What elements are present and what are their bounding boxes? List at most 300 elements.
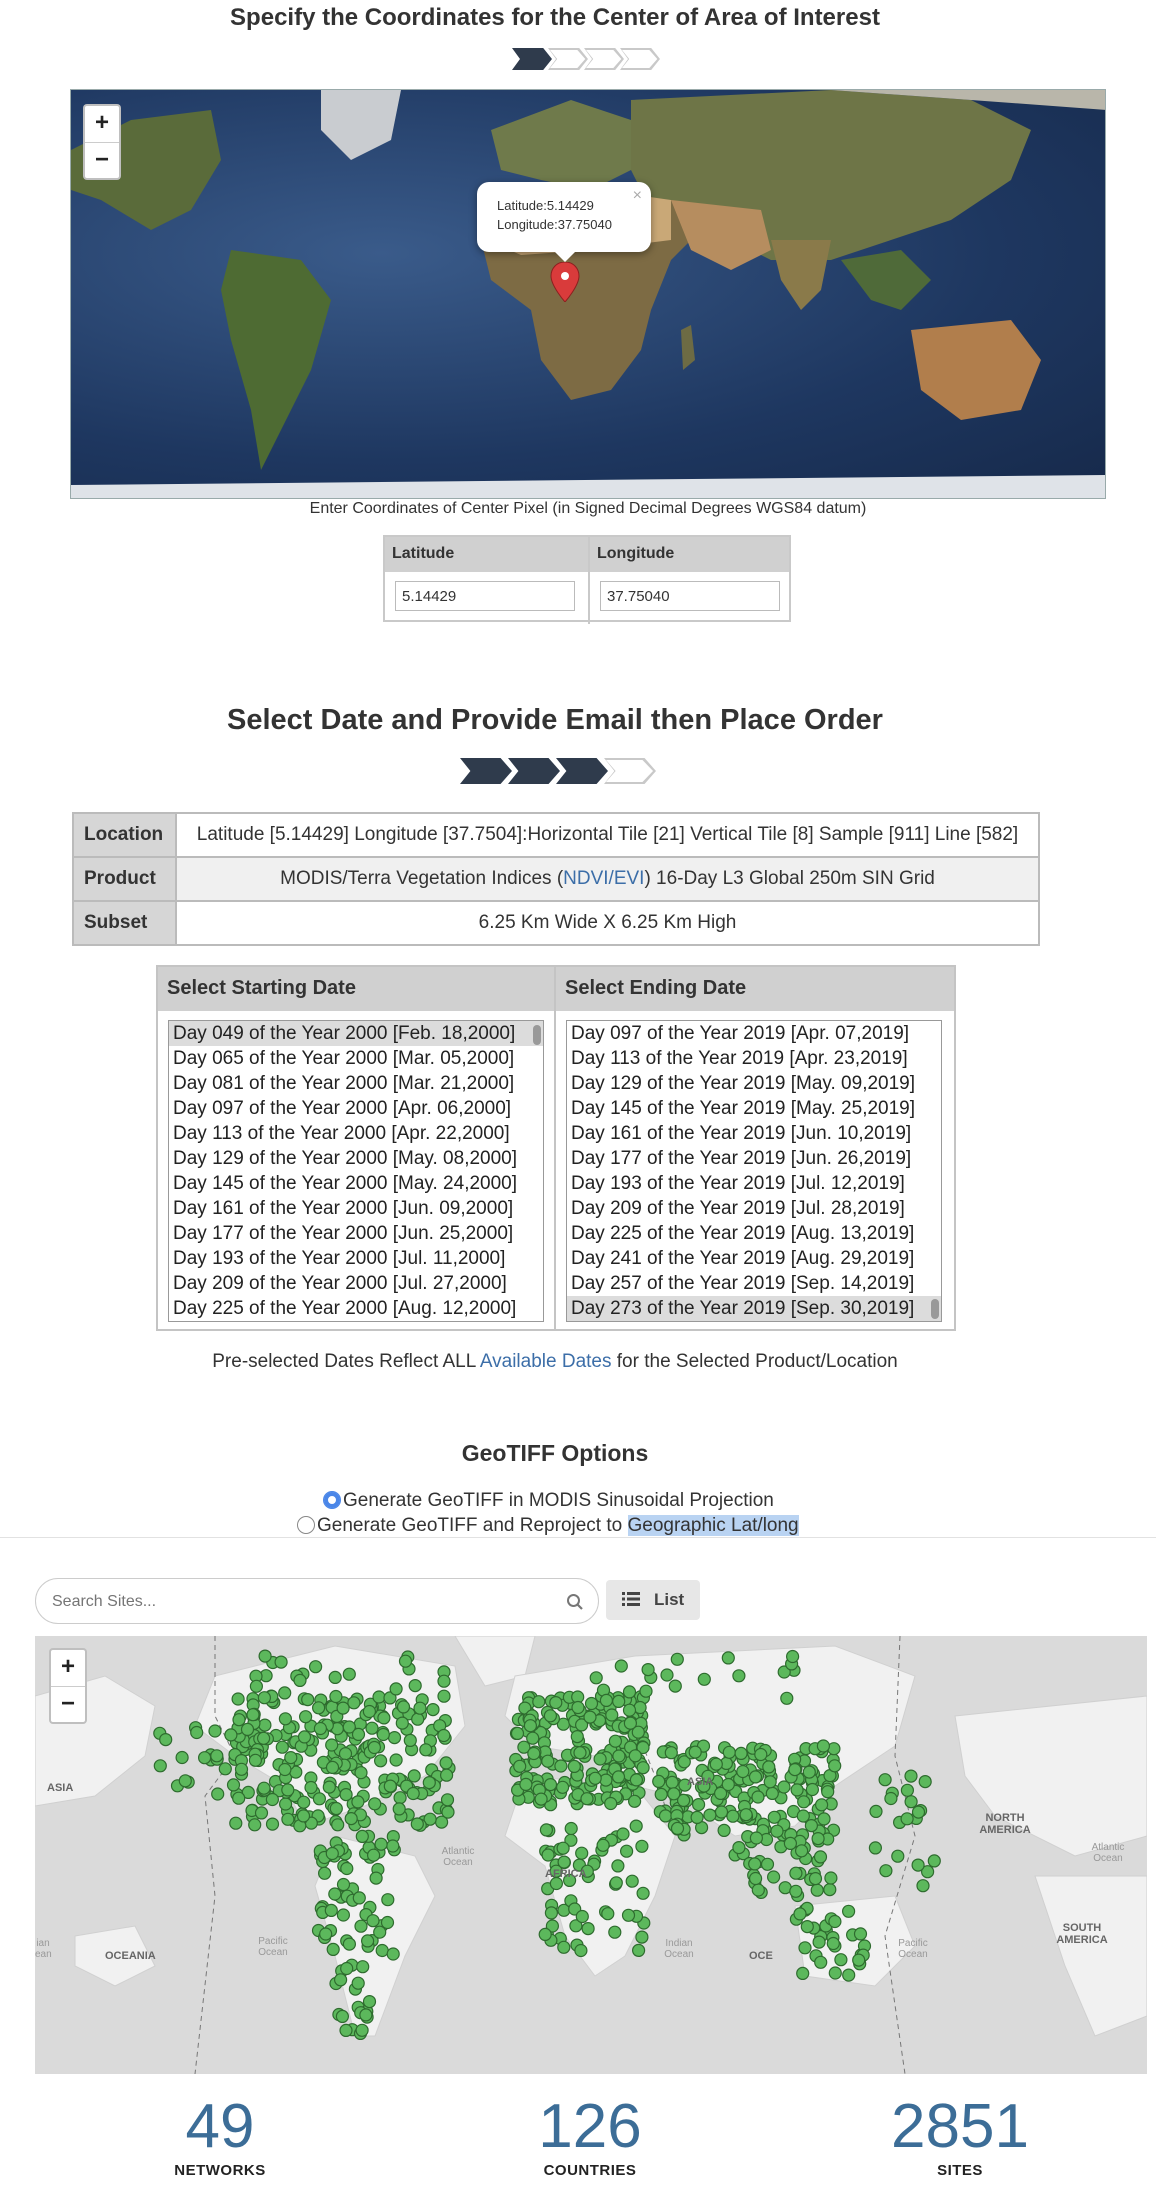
site-marker[interactable] xyxy=(892,1850,904,1862)
site-marker[interactable] xyxy=(912,1859,924,1871)
site-marker[interactable] xyxy=(928,1855,940,1867)
site-marker[interactable] xyxy=(280,1798,292,1810)
site-marker[interactable] xyxy=(411,1818,423,1830)
site-marker[interactable] xyxy=(279,1764,291,1776)
site-marker[interactable] xyxy=(320,1928,332,1940)
site-marker[interactable] xyxy=(275,1656,287,1668)
site-marker[interactable] xyxy=(803,1766,815,1778)
site-marker[interactable] xyxy=(606,1709,618,1721)
site-marker[interactable] xyxy=(279,1687,291,1699)
site-marker[interactable] xyxy=(763,1761,775,1773)
site-marker[interactable] xyxy=(259,1650,271,1662)
site-marker[interactable] xyxy=(325,1904,337,1916)
site-marker[interactable] xyxy=(212,1788,224,1800)
site-marker[interactable] xyxy=(310,1661,322,1673)
site-marker[interactable] xyxy=(829,1760,841,1772)
site-marker[interactable] xyxy=(740,1809,752,1821)
site-marker[interactable] xyxy=(917,1880,929,1892)
start-date-list[interactable] xyxy=(168,1020,544,1322)
site-marker[interactable] xyxy=(230,1817,242,1829)
site-marker[interactable] xyxy=(640,1685,652,1697)
list-view-button[interactable]: List xyxy=(606,1580,700,1620)
site-marker[interactable] xyxy=(389,1732,401,1744)
site-marker[interactable] xyxy=(438,1690,450,1702)
site-marker[interactable] xyxy=(661,1669,673,1681)
site-marker[interactable] xyxy=(813,1936,825,1948)
site-marker[interactable] xyxy=(327,1943,339,1955)
sites-zoom-in-button[interactable]: + xyxy=(60,1653,75,1680)
site-marker[interactable] xyxy=(790,1885,802,1897)
site-marker[interactable] xyxy=(824,1884,836,1896)
site-marker[interactable] xyxy=(660,1810,672,1822)
site-marker[interactable] xyxy=(735,1747,747,1759)
date-option[interactable]: Day 049 of the Year 2000 [Feb. 18,2000] xyxy=(169,1021,543,1046)
site-marker[interactable] xyxy=(843,1969,855,1981)
sites-map[interactable] xyxy=(35,1636,1147,2074)
site-marker[interactable] xyxy=(624,1717,636,1729)
zoom-out-button[interactable]: − xyxy=(85,142,119,178)
site-marker[interactable] xyxy=(613,1750,625,1762)
site-marker[interactable] xyxy=(613,1771,625,1783)
site-marker[interactable] xyxy=(366,1722,378,1734)
date-option[interactable]: Day 209 of the Year 2000 [Jul. 27,2000] xyxy=(173,1273,507,1294)
site-marker[interactable] xyxy=(335,1974,347,1986)
site-marker[interactable] xyxy=(574,1747,586,1759)
site-marker[interactable] xyxy=(294,1674,306,1686)
site-marker[interactable] xyxy=(300,1711,312,1723)
site-marker[interactable] xyxy=(768,1871,780,1883)
site-marker[interactable] xyxy=(176,1752,188,1764)
search-sites-input[interactable] xyxy=(52,1587,552,1617)
site-marker[interactable] xyxy=(219,1763,231,1775)
site-marker[interactable] xyxy=(609,1926,621,1938)
site-marker[interactable] xyxy=(621,1845,633,1857)
site-marker[interactable] xyxy=(160,1734,172,1746)
site-marker[interactable] xyxy=(790,1867,802,1879)
start-list-scrollbar[interactable] xyxy=(533,1025,541,1045)
site-marker[interactable] xyxy=(396,1717,408,1729)
site-marker[interactable] xyxy=(414,1702,426,1714)
date-option[interactable]: Day 129 of the Year 2019 [May. 09,2019] xyxy=(571,1073,916,1094)
site-marker[interactable] xyxy=(228,1779,240,1791)
latitude-input[interactable] xyxy=(395,581,575,611)
site-marker[interactable] xyxy=(653,1775,665,1787)
site-marker[interactable] xyxy=(276,1741,288,1753)
site-marker[interactable] xyxy=(827,1938,839,1950)
site-marker[interactable] xyxy=(733,1842,745,1854)
site-marker[interactable] xyxy=(337,1702,349,1714)
site-marker[interactable] xyxy=(818,1813,830,1825)
site-marker[interactable] xyxy=(348,1697,360,1709)
site-marker[interactable] xyxy=(817,1740,829,1752)
date-option[interactable]: Day 081 of the Year 2000 [Mar. 21,2000] xyxy=(173,1073,515,1094)
satellite-map[interactable] xyxy=(70,89,1106,499)
site-marker[interactable] xyxy=(393,1803,405,1815)
site-marker[interactable] xyxy=(343,1668,355,1680)
site-marker[interactable] xyxy=(609,1735,621,1747)
geotiff-option-sinusoidal[interactable]: Generate GeoTIFF in MODIS Sinusoidal Projection xyxy=(323,1490,774,1512)
site-marker[interactable] xyxy=(355,1920,367,1932)
site-marker[interactable] xyxy=(718,1824,730,1836)
zoom-in-button[interactable]: + xyxy=(94,109,109,136)
site-marker[interactable] xyxy=(630,1820,642,1832)
site-marker[interactable] xyxy=(442,1794,454,1806)
site-marker[interactable] xyxy=(791,1784,803,1796)
site-marker[interactable] xyxy=(901,1784,913,1796)
site-marker[interactable] xyxy=(879,1774,891,1786)
site-marker[interactable] xyxy=(375,1755,387,1767)
longitude-input[interactable] xyxy=(600,581,780,611)
site-marker[interactable] xyxy=(527,1732,539,1744)
date-option[interactable]: Day 193 of the Year 2019 [Jul. 12,2019] xyxy=(571,1173,905,1194)
end-date-list[interactable] xyxy=(566,1020,942,1322)
search-icon[interactable] xyxy=(566,1593,584,1611)
site-marker[interactable] xyxy=(375,1838,387,1850)
site-marker[interactable] xyxy=(382,1894,394,1906)
site-marker[interactable] xyxy=(314,1723,326,1735)
site-marker[interactable] xyxy=(733,1670,745,1682)
site-marker[interactable] xyxy=(671,1653,683,1665)
site-marker[interactable] xyxy=(571,1731,583,1743)
site-marker[interactable] xyxy=(629,1795,641,1807)
available-dates-link[interactable]: Available Dates xyxy=(479,1351,612,1372)
site-marker[interactable] xyxy=(338,1879,350,1891)
site-marker[interactable] xyxy=(637,1762,649,1774)
site-marker[interactable] xyxy=(555,1760,567,1772)
site-marker[interactable] xyxy=(236,1763,248,1775)
site-marker[interactable] xyxy=(766,1787,778,1799)
site-marker[interactable] xyxy=(337,1909,349,1921)
site-marker[interactable] xyxy=(374,1926,386,1938)
site-marker[interactable] xyxy=(356,2024,368,2036)
site-marker[interactable] xyxy=(666,1776,678,1788)
date-option[interactable]: Day 177 of the Year 2019 [Jun. 26,2019] xyxy=(571,1148,912,1169)
site-marker[interactable] xyxy=(691,1811,703,1823)
site-marker[interactable] xyxy=(689,1746,701,1758)
site-marker[interactable] xyxy=(362,1935,374,1947)
site-marker[interactable] xyxy=(258,1692,270,1704)
site-marker[interactable] xyxy=(576,1911,588,1923)
date-option[interactable]: Day 209 of the Year 2019 [Jul. 28,2019] xyxy=(571,1198,905,1219)
site-marker[interactable] xyxy=(613,1695,625,1707)
site-marker[interactable] xyxy=(327,1761,339,1773)
site-marker[interactable] xyxy=(722,1652,734,1664)
site-marker[interactable] xyxy=(752,1791,764,1803)
site-marker[interactable] xyxy=(438,1730,450,1742)
site-marker[interactable] xyxy=(232,1693,244,1705)
site-marker[interactable] xyxy=(298,1796,310,1808)
site-marker[interactable] xyxy=(329,1671,341,1683)
site-marker[interactable] xyxy=(655,1788,667,1800)
site-marker[interactable] xyxy=(617,1828,629,1840)
site-marker[interactable] xyxy=(723,1746,735,1758)
site-marker[interactable] xyxy=(345,1813,357,1825)
site-marker[interactable] xyxy=(789,1764,801,1776)
site-marker[interactable] xyxy=(520,1778,532,1790)
site-marker[interactable] xyxy=(750,1873,762,1885)
site-marker[interactable] xyxy=(822,1786,834,1798)
site-marker[interactable] xyxy=(326,1739,338,1751)
site-marker[interactable] xyxy=(722,1779,734,1791)
site-marker[interactable] xyxy=(576,1847,588,1859)
site-marker[interactable] xyxy=(843,1905,855,1917)
site-marker[interactable] xyxy=(565,1823,577,1835)
site-marker[interactable] xyxy=(282,1813,294,1825)
site-marker[interactable] xyxy=(698,1673,710,1685)
site-marker[interactable] xyxy=(336,2010,348,2022)
site-marker[interactable] xyxy=(624,1704,636,1716)
site-marker[interactable] xyxy=(544,1710,556,1722)
site-marker[interactable] xyxy=(600,1694,612,1706)
site-marker[interactable] xyxy=(323,1781,335,1793)
site-marker[interactable] xyxy=(796,1845,808,1857)
site-marker[interactable] xyxy=(870,1805,882,1817)
site-marker[interactable] xyxy=(762,1858,774,1870)
site-marker[interactable] xyxy=(575,1945,587,1957)
site-marker[interactable] xyxy=(369,1798,381,1810)
site-marker[interactable] xyxy=(797,1810,809,1822)
site-marker[interactable] xyxy=(427,1704,439,1716)
site-marker[interactable] xyxy=(412,1713,424,1725)
site-marker[interactable] xyxy=(423,1777,435,1789)
site-marker[interactable] xyxy=(313,1702,325,1714)
site-marker[interactable] xyxy=(905,1796,917,1808)
site-marker[interactable] xyxy=(630,1774,642,1786)
site-marker[interactable] xyxy=(378,1712,390,1724)
site-marker[interactable] xyxy=(305,1782,317,1794)
site-marker[interactable] xyxy=(787,1651,799,1663)
site-marker[interactable] xyxy=(258,1782,270,1794)
site-marker[interactable] xyxy=(514,1760,526,1772)
site-marker[interactable] xyxy=(737,1766,749,1778)
site-marker[interactable] xyxy=(249,1754,261,1766)
site-marker[interactable] xyxy=(302,1694,314,1706)
site-marker[interactable] xyxy=(233,1714,245,1726)
site-marker[interactable] xyxy=(377,1729,389,1741)
site-marker[interactable] xyxy=(693,1799,705,1811)
site-marker[interactable] xyxy=(420,1744,432,1756)
site-marker[interactable] xyxy=(905,1770,917,1782)
site-marker[interactable] xyxy=(919,1776,931,1788)
site-marker[interactable] xyxy=(259,1719,271,1731)
site-marker[interactable] xyxy=(279,1713,291,1725)
site-marker[interactable] xyxy=(749,1858,761,1870)
site-marker[interactable] xyxy=(191,1727,203,1739)
site-marker[interactable] xyxy=(330,1803,342,1815)
site-marker[interactable] xyxy=(332,1819,344,1831)
site-marker[interactable] xyxy=(233,1792,245,1804)
site-marker[interactable] xyxy=(353,1728,365,1740)
site-marker[interactable] xyxy=(610,1877,622,1889)
site-marker[interactable] xyxy=(727,1810,739,1822)
site-marker[interactable] xyxy=(394,1792,406,1804)
sites-zoom-out-button[interactable]: − xyxy=(51,1686,85,1722)
site-marker[interactable] xyxy=(794,1908,806,1920)
site-marker[interactable] xyxy=(341,1963,353,1975)
site-marker[interactable] xyxy=(384,1780,396,1792)
site-marker[interactable] xyxy=(672,1822,684,1834)
site-marker[interactable] xyxy=(637,1887,649,1899)
site-marker[interactable] xyxy=(590,1672,602,1684)
site-marker[interactable] xyxy=(540,1824,552,1836)
site-marker[interactable] xyxy=(341,1863,353,1875)
site-marker[interactable] xyxy=(352,1977,364,1989)
ndvi-evi-link[interactable]: NDVI/EVI xyxy=(563,868,645,889)
site-marker[interactable] xyxy=(913,1806,925,1818)
date-option[interactable]: Day 193 of the Year 2000 [Jul. 11,2000] xyxy=(173,1248,506,1269)
site-marker[interactable] xyxy=(581,1793,593,1805)
site-marker[interactable] xyxy=(360,2009,372,2021)
site-marker[interactable] xyxy=(568,1760,580,1772)
site-marker[interactable] xyxy=(584,1711,596,1723)
site-marker[interactable] xyxy=(355,1767,367,1779)
site-marker[interactable] xyxy=(558,1856,570,1868)
site-marker[interactable] xyxy=(752,1884,764,1896)
end-list-scrollbar[interactable] xyxy=(931,1299,939,1319)
radio-button-sinusoidal[interactable] xyxy=(323,1491,341,1509)
site-marker[interactable] xyxy=(545,1779,557,1791)
site-marker[interactable] xyxy=(704,1809,716,1821)
site-marker[interactable] xyxy=(440,1757,452,1769)
site-marker[interactable] xyxy=(829,1916,841,1928)
site-marker[interactable] xyxy=(557,1781,569,1793)
site-marker[interactable] xyxy=(589,1772,601,1784)
date-option[interactable]: Day 273 of the Year 2019 [Sep. 30,2019] xyxy=(567,1296,941,1321)
site-marker[interactable] xyxy=(825,1872,837,1884)
site-marker[interactable] xyxy=(357,1961,369,1973)
site-marker[interactable] xyxy=(367,1915,379,1927)
site-marker[interactable] xyxy=(409,1680,421,1692)
site-marker[interactable] xyxy=(716,1806,728,1818)
site-marker[interactable] xyxy=(750,1832,762,1844)
site-marker[interactable] xyxy=(370,1872,382,1884)
date-option[interactable]: Day 241 of the Year 2019 [Aug. 29,2019] xyxy=(571,1248,915,1269)
site-marker[interactable] xyxy=(352,1796,364,1808)
site-marker[interactable] xyxy=(408,1770,420,1782)
site-marker[interactable] xyxy=(829,1967,841,1979)
site-marker[interactable] xyxy=(797,1967,809,1979)
site-marker[interactable] xyxy=(812,1833,824,1845)
site-marker[interactable] xyxy=(600,1774,612,1786)
site-marker[interactable] xyxy=(545,1907,557,1919)
site-marker[interactable] xyxy=(298,1810,310,1822)
site-marker[interactable] xyxy=(340,1748,352,1760)
geotiff-option-reproject[interactable]: Generate GeoTIFF and Reproject to Geographic Lat/long xyxy=(297,1515,799,1537)
site-marker[interactable] xyxy=(356,1830,368,1842)
site-marker[interactable] xyxy=(623,1909,635,1921)
site-marker[interactable] xyxy=(778,1781,790,1793)
site-marker[interactable] xyxy=(299,1731,311,1743)
site-marker[interactable] xyxy=(313,1793,325,1805)
date-option[interactable]: Day 097 of the Year 2019 [Apr. 07,2019] xyxy=(571,1023,910,1044)
site-marker[interactable] xyxy=(801,1921,813,1933)
site-marker[interactable] xyxy=(806,1784,818,1796)
site-marker[interactable] xyxy=(387,1840,399,1852)
date-option[interactable]: Day 225 of the Year 2000 [Aug. 12,2000] xyxy=(173,1298,517,1319)
site-marker[interactable] xyxy=(602,1908,614,1920)
site-marker[interactable] xyxy=(258,1732,270,1744)
site-marker[interactable] xyxy=(597,1839,609,1851)
site-marker[interactable] xyxy=(636,1840,648,1852)
site-marker[interactable] xyxy=(750,1771,762,1783)
site-marker[interactable] xyxy=(771,1825,783,1837)
site-marker[interactable] xyxy=(642,1664,654,1676)
site-marker[interactable] xyxy=(629,1750,641,1762)
site-marker[interactable] xyxy=(442,1806,454,1818)
radio-button-reproject[interactable] xyxy=(297,1516,315,1534)
site-marker[interactable] xyxy=(605,1798,617,1810)
date-option[interactable]: Day 161 of the Year 2019 [Jun. 10,2019] xyxy=(571,1123,912,1144)
site-marker[interactable] xyxy=(668,1788,680,1800)
site-marker[interactable] xyxy=(247,1709,259,1721)
site-marker[interactable] xyxy=(285,1752,297,1764)
site-marker[interactable] xyxy=(542,1849,554,1861)
date-option[interactable]: Day 113 of the Year 2019 [Apr. 23,2019] xyxy=(571,1048,908,1069)
date-option[interactable]: Day 257 of the Year 2019 [Sep. 14,2019] xyxy=(571,1273,915,1294)
site-marker[interactable] xyxy=(815,1956,827,1968)
site-marker[interactable] xyxy=(594,1753,606,1765)
date-option[interactable]: Day 161 of the Year 2000 [Jun. 09,2000] xyxy=(173,1198,514,1219)
date-option[interactable]: Day 177 of the Year 2000 [Jun. 25,2000] xyxy=(173,1223,514,1244)
site-marker[interactable] xyxy=(319,1867,331,1879)
site-marker[interactable] xyxy=(364,1996,376,2008)
site-marker[interactable] xyxy=(242,1723,254,1735)
site-marker[interactable] xyxy=(885,1793,897,1805)
site-marker[interactable] xyxy=(805,1820,817,1832)
popup-close-icon[interactable]: × xyxy=(632,187,642,204)
site-marker[interactable] xyxy=(582,1923,594,1935)
site-marker[interactable] xyxy=(815,1851,827,1863)
site-marker[interactable] xyxy=(615,1660,627,1672)
site-marker[interactable] xyxy=(368,1742,380,1754)
site-marker[interactable] xyxy=(340,1789,352,1801)
site-marker[interactable] xyxy=(755,1749,767,1761)
site-marker[interactable] xyxy=(636,1931,648,1943)
site-marker[interactable] xyxy=(853,1954,865,1966)
site-marker[interactable] xyxy=(376,1945,388,1957)
site-marker[interactable] xyxy=(539,1928,551,1940)
date-option[interactable]: Day 145 of the Year 2000 [May. 24,2000] xyxy=(173,1173,518,1194)
site-marker[interactable] xyxy=(211,1750,223,1762)
site-marker[interactable] xyxy=(816,1799,828,1811)
site-marker[interactable] xyxy=(390,1683,402,1695)
site-marker[interactable] xyxy=(612,1860,624,1872)
site-marker[interactable] xyxy=(624,1686,636,1698)
site-marker[interactable] xyxy=(441,1769,453,1781)
site-marker[interactable] xyxy=(438,1675,450,1687)
site-marker[interactable] xyxy=(326,1848,338,1860)
site-marker[interactable] xyxy=(669,1680,681,1692)
site-marker[interactable] xyxy=(869,1842,881,1854)
site-marker[interactable] xyxy=(855,1928,867,1940)
date-option[interactable]: Day 129 of the Year 2000 [May. 08,2000] xyxy=(173,1148,518,1169)
site-marker[interactable] xyxy=(835,1954,847,1966)
date-option[interactable]: Day 065 of the Year 2000 [Mar. 05,2000] xyxy=(173,1048,515,1069)
date-option[interactable]: Day 225 of the Year 2019 [Aug. 13,2019] xyxy=(571,1223,915,1244)
site-marker[interactable] xyxy=(901,1813,913,1825)
site-marker[interactable] xyxy=(225,1729,237,1741)
site-marker[interactable] xyxy=(572,1702,584,1714)
site-marker[interactable] xyxy=(880,1865,892,1877)
site-marker[interactable] xyxy=(811,1884,823,1896)
site-marker[interactable] xyxy=(250,1680,262,1692)
site-marker[interactable] xyxy=(784,1837,796,1849)
map-pin-icon[interactable] xyxy=(550,262,580,302)
date-option[interactable]: Day 113 of the Year 2000 [Apr. 22,2000] xyxy=(173,1123,510,1144)
site-marker[interactable] xyxy=(353,1892,365,1904)
site-marker[interactable] xyxy=(512,1727,524,1739)
site-marker[interactable] xyxy=(256,1807,268,1819)
